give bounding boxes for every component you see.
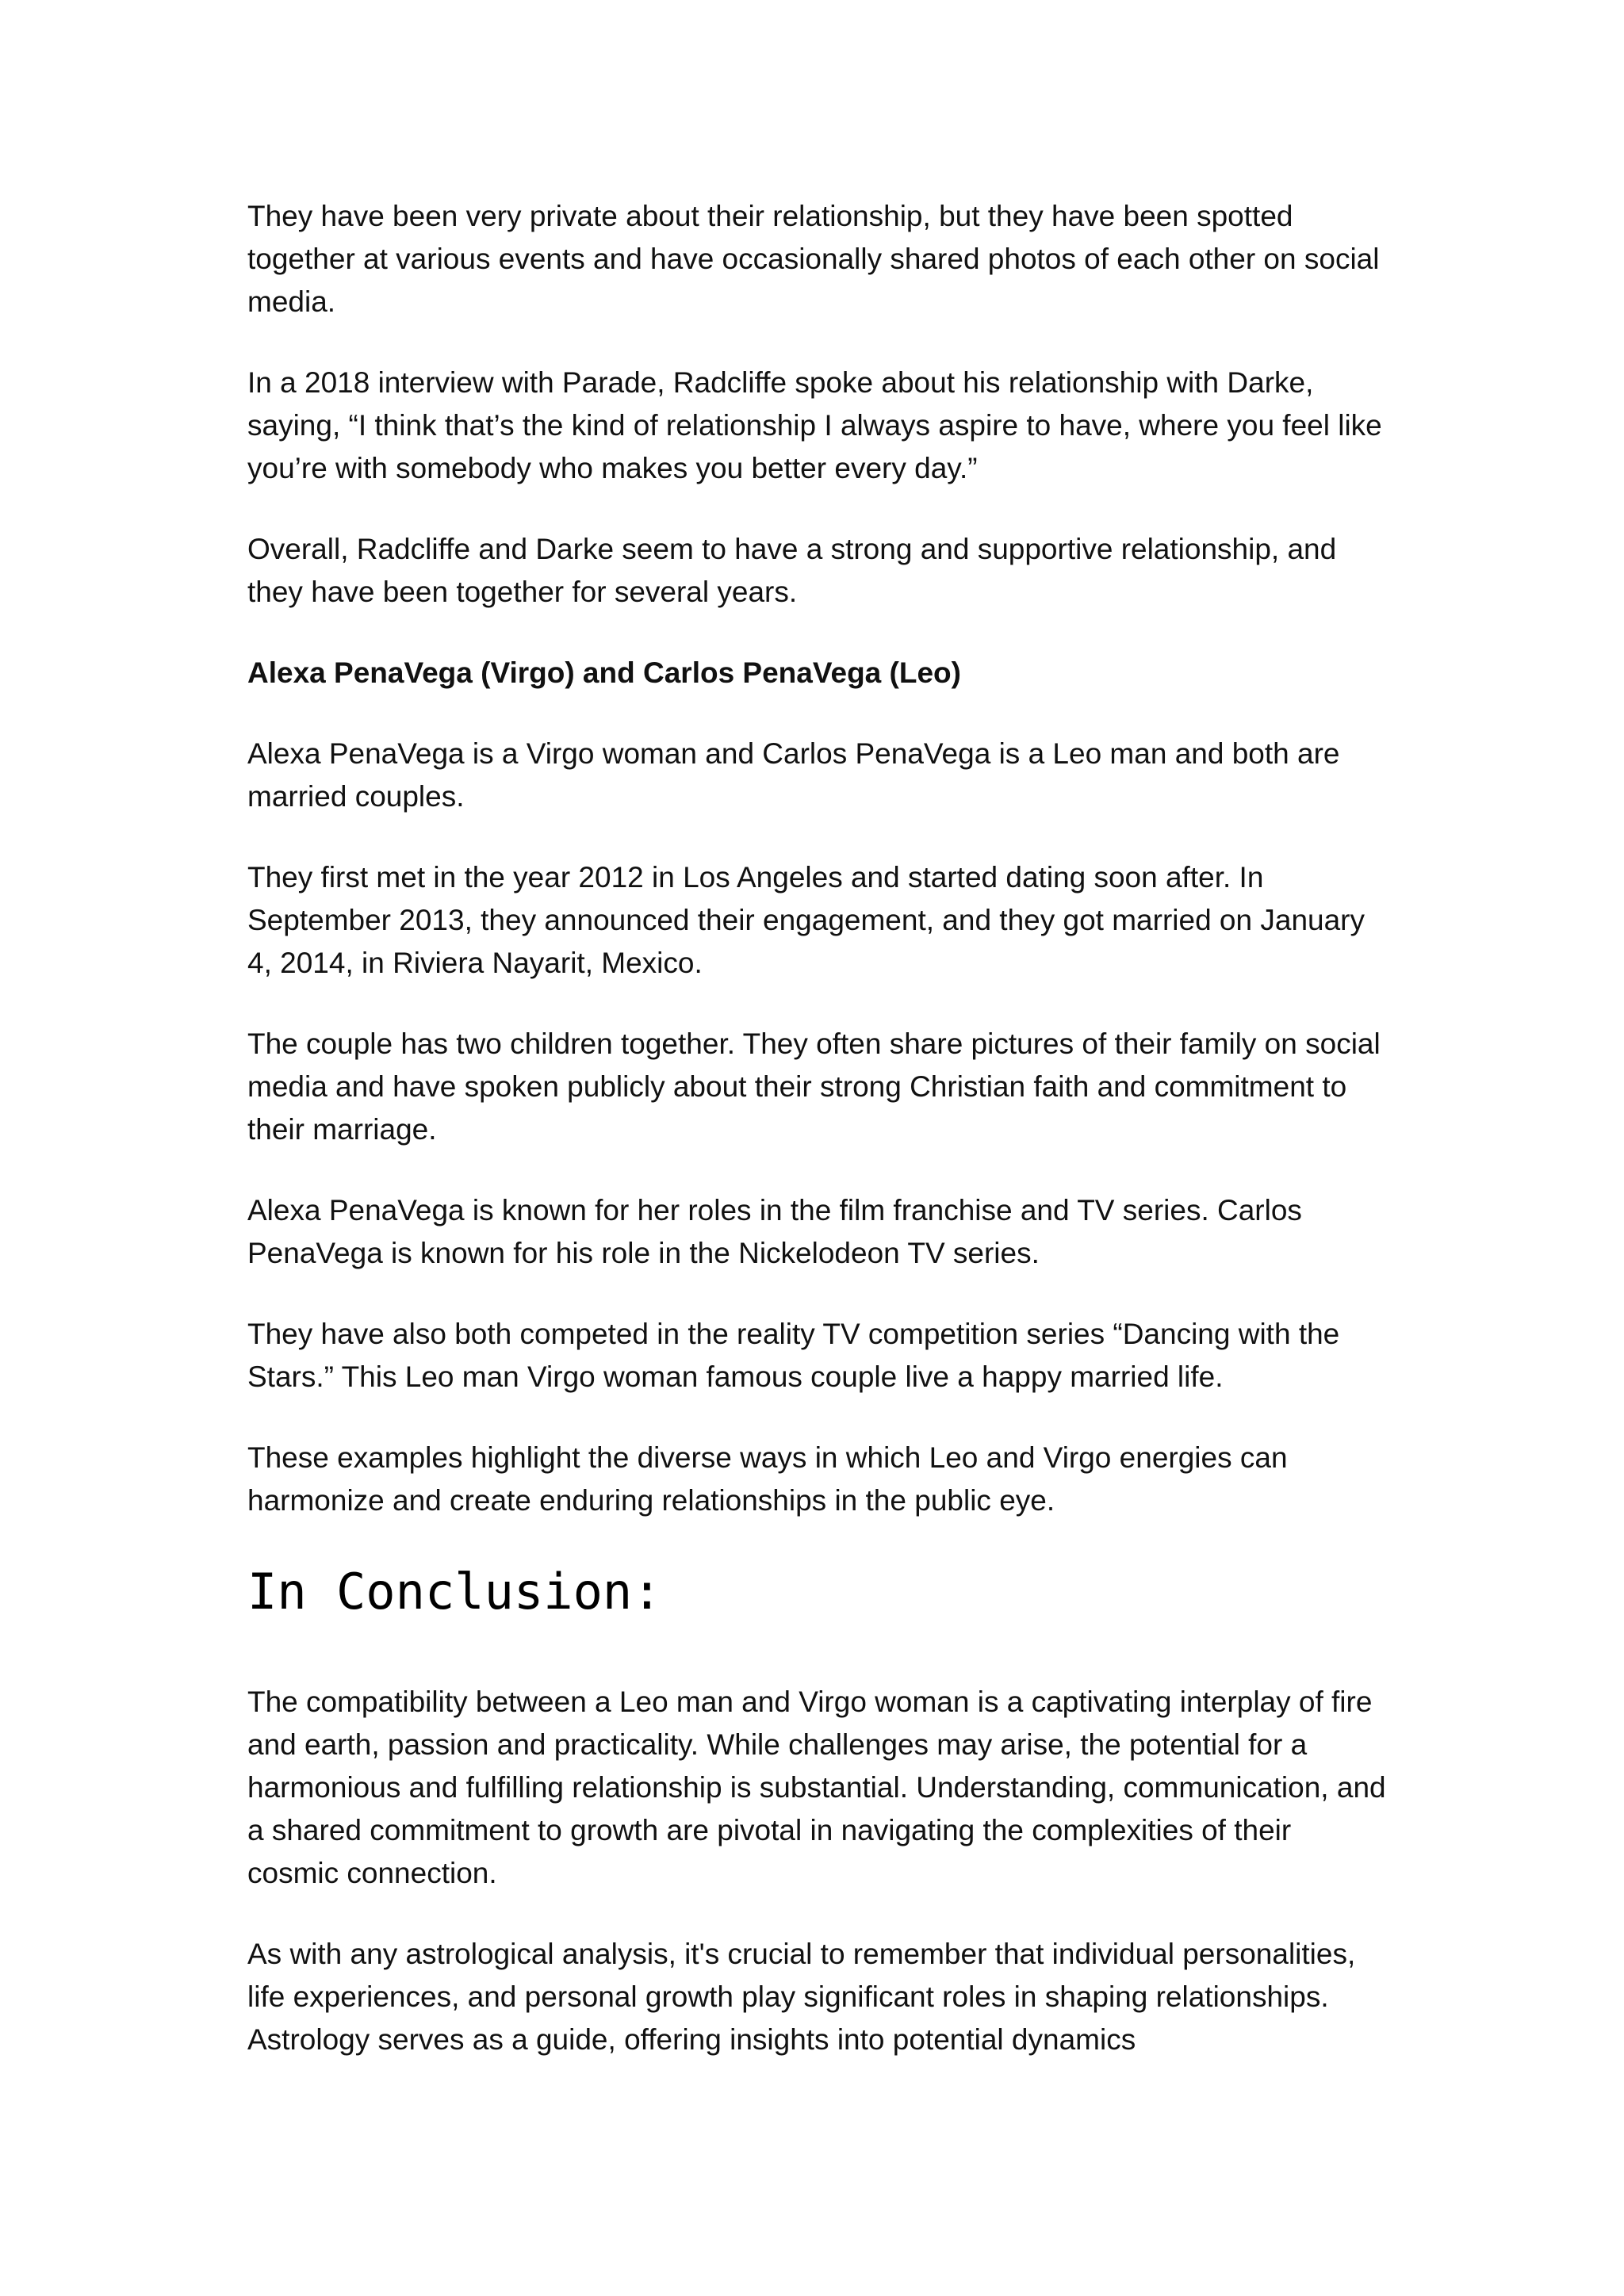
paragraph-children: The couple has two children together. They often share pictures of their family on social media and have spoken publicly about their strong Christian faith and commitment to their marriage. (247, 1027, 1381, 1146)
paragraph-private-relationship: They have been very private about their relationship, but they have been spotted together at various events and have occasionally shared photos of each other on social media. (247, 200, 1380, 318)
paragraph-first-met: They first met in the year 2012 in Los Angeles and started dating soon after. In September 2013, they announced their engagement, and they got married on January 4, 2014, in Riviera Nayarit, Mexico. (247, 861, 1365, 979)
paragraph-astrological-analysis: As with any astrological analysis, it's crucial to remember that individual personalities, life experiences, and personal growth play significant roles in shaping relationships. Astrology serves as a guide, offering insights into potential dynamics (247, 1938, 1356, 2056)
paragraph-compatibility: The compatibility between a Leo man and Virgo woman is a captivating interplay of fire and earth, passion and practicality. While challenges may arise, the potential for a harmonious and fulfilling relationship is substantial. Understanding, communication, and a shared commitment to growth are pivotal in navigating the complexities of their cosmic connection. (247, 1686, 1386, 1889)
paragraph-dancing-stars: They have also both competed in the reality TV competition series “Dancing with the Stars.” This Leo man Virgo woman famous couple live a happy married life. (247, 1318, 1340, 1393)
document-page (247, 195, 1389, 2099)
paragraph-parade-interview: In a 2018 interview with Parade, Radcliffe spoke about his relationship with Darke, saying, “I think that’s the kind of relationship I always aspire to have, where you feel like you’re with somebody who makes you better every day.” (247, 366, 1382, 484)
conclusion-heading: In Conclusion: (247, 1563, 662, 1621)
paragraph-roles: Alexa PenaVega is known for her roles in the film franchise and TV series. Carlos PenaVega is known for his role in the Nickelodeon TV series. (247, 1194, 1302, 1269)
paragraph-virgo-leo-married: Alexa PenaVega is a Virgo woman and Carlos PenaVega is a Leo man and both are married couples. (247, 737, 1340, 813)
paragraph-examples: These examples highlight the diverse ways in which Leo and Virgo energies can harmonize and create enduring relationships in the public eye. (247, 1441, 1288, 1517)
couple-heading: Alexa PenaVega (Virgo) and Carlos PenaVega (Leo) (247, 656, 961, 689)
paragraph-overall: Overall, Radcliffe and Darke seem to have a strong and supportive relationship, and they have been together for several years. (247, 533, 1337, 608)
